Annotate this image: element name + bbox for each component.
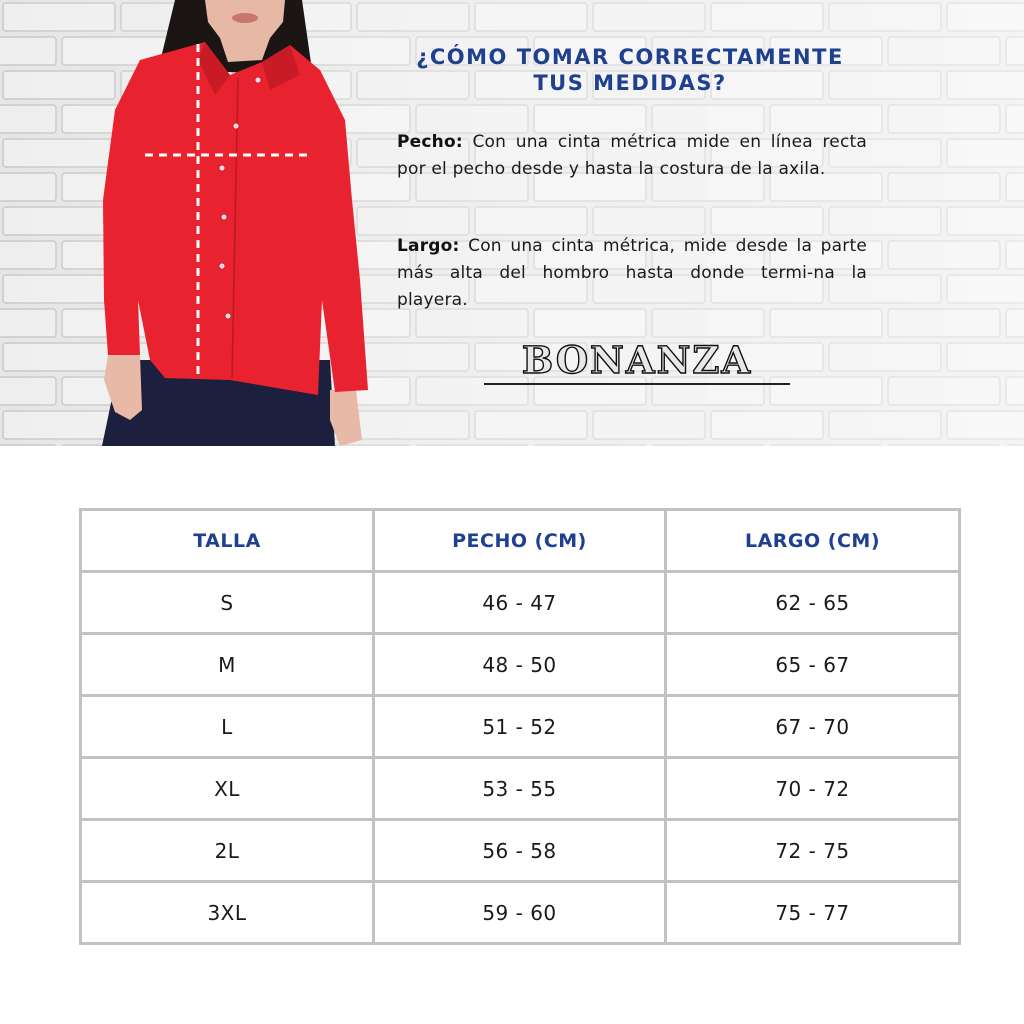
size-chart-table	[79, 508, 961, 945]
table-row	[81, 820, 960, 882]
cell-largo: 75 - 77	[666, 882, 960, 944]
cell-pecho: 53 - 55	[374, 758, 666, 820]
cell-talla: S	[81, 572, 374, 634]
cell-talla: L	[81, 696, 374, 758]
header-pecho: PECHO (CM)	[374, 510, 666, 572]
cell-talla: 3XL	[81, 882, 374, 944]
brand-logo	[484, 338, 790, 388]
cell-pecho: 59 - 60	[374, 882, 666, 944]
cell-largo: 67 - 70	[666, 696, 960, 758]
cell-largo: 62 - 65	[666, 572, 960, 634]
largo-text: Con una cinta métrica, mide desde la parte más alta del hombro hasta donde termi-na la playera.	[397, 236, 867, 310]
logo-underline	[484, 383, 790, 385]
cell-pecho: 51 - 52	[374, 696, 666, 758]
model-photo	[0, 0, 390, 446]
header-talla: TALLA	[81, 510, 374, 572]
cell-largo: 65 - 67	[666, 634, 960, 696]
largo-instructions	[397, 233, 867, 314]
table-header-row	[81, 510, 960, 572]
title-line-1: ¿CÓMO TOMAR CORRECTAMENTE	[416, 45, 844, 69]
pecho-text: Con una cinta métrica mide en línea recta por el pecho desde y hasta la costura de la axila.	[397, 132, 867, 179]
table-row	[81, 696, 960, 758]
right-hand	[330, 390, 362, 446]
cell-talla: XL	[81, 758, 374, 820]
pecho-label: Pecho:	[397, 132, 463, 152]
cell-talla: 2L	[81, 820, 374, 882]
pecho-instructions	[397, 129, 867, 183]
table-row	[81, 882, 960, 944]
hero-banner	[0, 0, 1024, 446]
brand-name: BONANZA	[521, 338, 753, 382]
table-row	[81, 634, 960, 696]
page-title	[400, 44, 860, 96]
cell-talla: M	[81, 634, 374, 696]
cell-largo: 70 - 72	[666, 758, 960, 820]
largo-label: Largo:	[397, 236, 460, 256]
title-line-2: TUS MEDIDAS?	[533, 71, 727, 95]
header-largo: LARGO (CM)	[666, 510, 960, 572]
lips	[232, 13, 258, 23]
cell-pecho: 46 - 47	[374, 572, 666, 634]
cell-pecho: 56 - 58	[374, 820, 666, 882]
table-row	[81, 572, 960, 634]
cell-pecho: 48 - 50	[374, 634, 666, 696]
table-row	[81, 758, 960, 820]
cell-largo: 72 - 75	[666, 820, 960, 882]
